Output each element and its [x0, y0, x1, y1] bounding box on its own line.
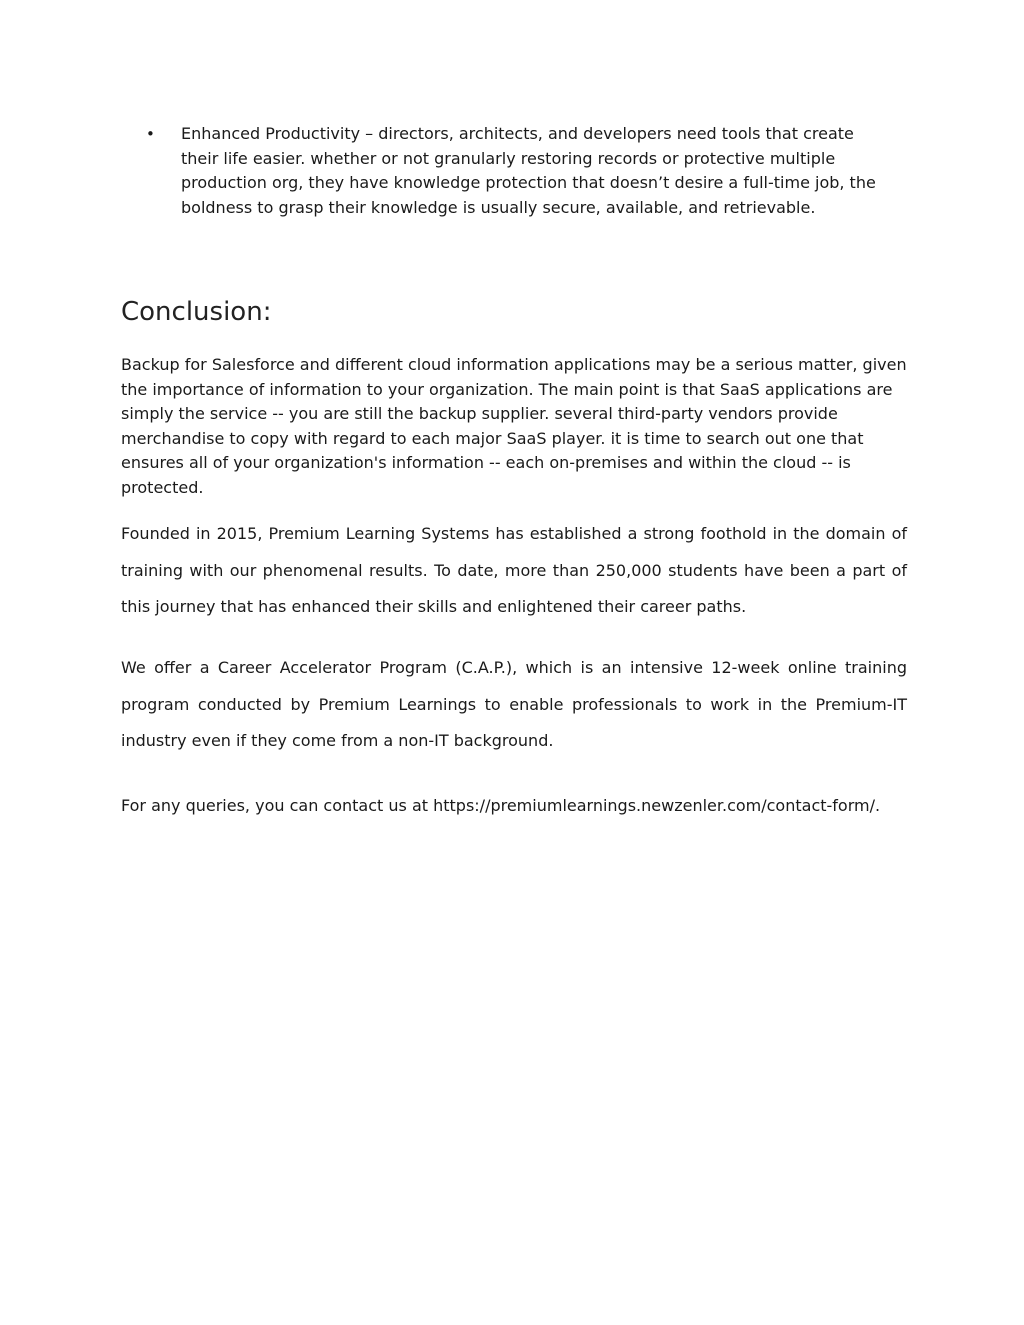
bullet-icon: • [146, 125, 155, 143]
contact-paragraph: For any queries, you can contact us at https://premiumlearnings.newzenler.com/contact-form/. [121, 796, 881, 815]
conclusion-heading: Conclusion: [121, 297, 272, 327]
bullet-list-item [146, 122, 876, 220]
bullet-text: Enhanced Productivity – directors, architects, and developers need tools that create their life easier. whether or not granularly restoring records or protective multiple production org, they have knowledge protection that doesn’t desire a full-time job, the boldness to grasp their knowledge is usually secure, available, and retrievable. [181, 124, 876, 217]
conclusion-paragraph: Backup for Salesforce and different cloud information applications may be a serious matter, given the importance of information to your organization. The main point is that SaaS applications are simply the service -- you are still the backup supplier. several third-party vendors provide merchandise to copy with regard to each major SaaS player. it is time to search out one that ensures all of your organization's information -- each on-premises and within the cloud -- is protected. [121, 355, 907, 497]
program-paragraph: We offer a Career Accelerator Program (C.A.P.), which is an intensive 12-week online training program conducted by Premium Learnings to enable professionals to work in the Premium-IT industry even if they come from a non-IT background. [121, 658, 907, 751]
founded-paragraph: Founded in 2015, Premium Learning Systems has established a strong foothold in the domain of training with our phenomenal results. To date, more than 250,000 students have been a part of this journey that has enhanced their skills and enlightened their career paths. [121, 524, 907, 617]
